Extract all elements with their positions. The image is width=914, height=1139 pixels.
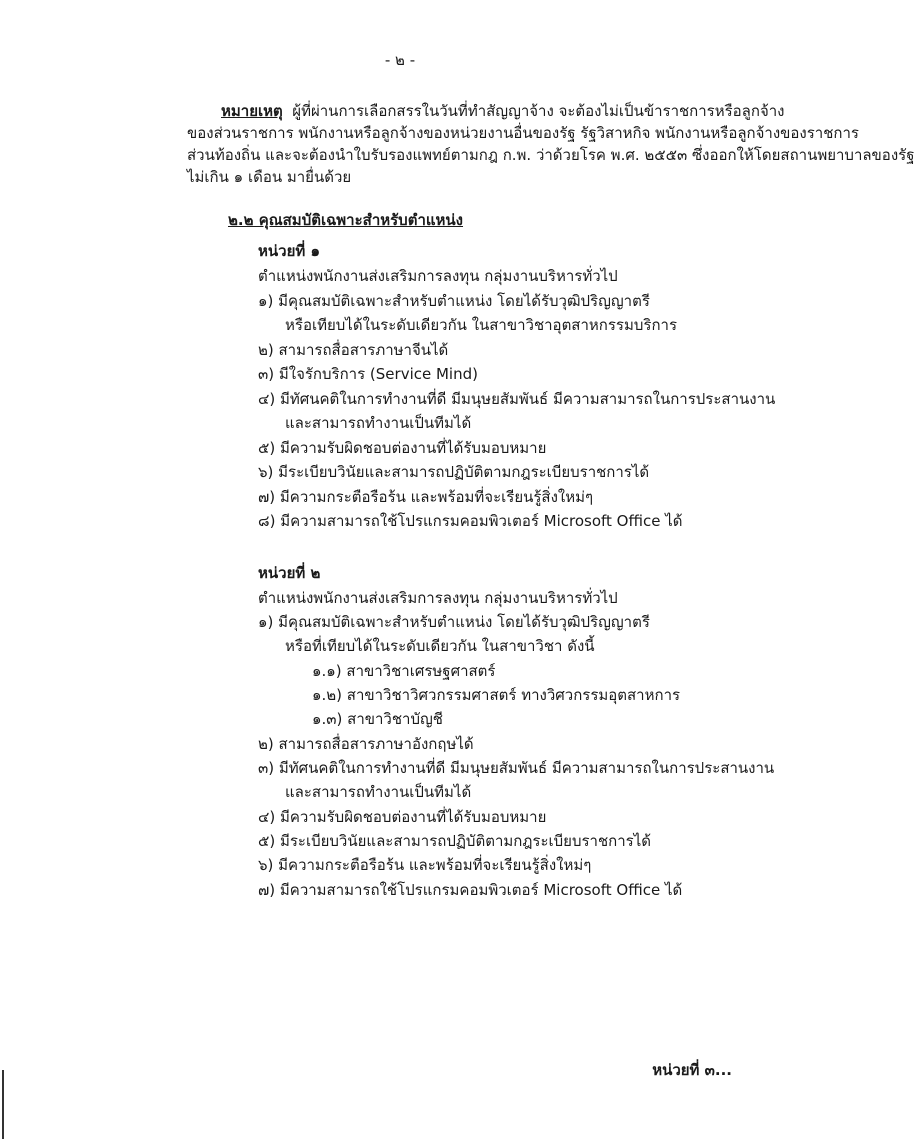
unit2-item-5: ๕) มีระเบียบวินัยและสามารถปฏิบัติตามกฎระเบียบราชการได้ — [258, 832, 651, 850]
unit1-item-7: ๗) มีความกระตือรือร้น และพร้อมที่จะเรียนรู้สิ่งใหม่ๆ — [258, 488, 594, 506]
unit2-title: หน่วยที่ ๒ — [258, 564, 321, 582]
unit2-subitem-1-2: ๑.๒) สาขาวิชาวิศวกรรมศาสตร์ ทางวิศวกรรมอุตสาหการ — [312, 686, 681, 704]
unit2-item-3: ๓) มีทัศนคติในการทำงานที่ดี มีมนุษยสัมพันธ์ มีความสามารถในการประสานงาน — [258, 759, 775, 777]
unit1-title: หน่วยที่ ๑ — [258, 242, 320, 260]
page-number: - ๒ - — [384, 51, 416, 69]
unit2-item-1-cont: หรือที่เทียบได้ในระดับเดียวกัน ในสาขาวิชา ดังนี้ — [285, 637, 595, 655]
unit1-item-3: ๓) มีใจรักบริการ (Service Mind) — [258, 365, 478, 383]
unit2-item-3-cont: และสามารถทำงานเป็นทีมได้ — [285, 783, 472, 801]
unit2-subitem-1-3: ๑.๓) สาขาวิชาบัญชี — [312, 710, 443, 728]
note-label: หมายเหตุ — [221, 102, 283, 120]
unit1-item-1-cont: หรือเทียบได้ในระดับเดียวกัน ในสาขาวิชาอุตสาหกรรมบริการ — [285, 316, 677, 334]
unit1-item-4-cont: และสามารถทำงานเป็นทีมได้ — [285, 414, 472, 432]
unit2-position: ตำแหน่งพนักงานส่งเสริมการลงทุน กลุ่มงานบริหารทั่วไป — [258, 589, 618, 607]
unit2-item-4: ๔) มีความรับผิดชอบต่องานที่ได้รับมอบหมาย — [258, 808, 547, 826]
unit1-item-5: ๕) มีความรับผิดชอบต่องานที่ได้รับมอบหมาย — [258, 439, 547, 457]
unit1-item-2: ๒) สามารถสื่อสารภาษาจีนได้ — [258, 341, 449, 359]
unit2-item-2: ๒) สามารถสื่อสารภาษาอังกฤษได้ — [258, 735, 474, 753]
unit1-item-4: ๔) มีทัศนคติในการทำงานที่ดี มีมนุษยสัมพันธ์ มีความสามารถในการประสานงาน — [258, 390, 776, 408]
note-line-3: ส่วนท้องถิ่น และจะต้องนำใบรับรองแพทย์ตามกฎ ก.พ. ว่าด้วยโรค พ.ศ. ๒๕๕๓ ซึ่งออกให้โดยสถานพยาบาลของรัฐ — [187, 146, 914, 164]
unit2-item-1: ๑) มีคุณสมบัติเฉพาะสำหรับตำแหน่ง โดยได้รับวุฒิปริญญาตรี — [258, 613, 650, 631]
scan-edge-mark — [2, 1070, 4, 1139]
section-heading: ๒.๒ คุณสมบัติเฉพาะสำหรับตำแหน่ง — [228, 211, 464, 229]
note-paragraph — [187, 100, 914, 188]
unit1-position: ตำแหน่งพนักงานส่งเสริมการลงทุน กลุ่มงานบริหารทั่วไป — [258, 267, 618, 285]
note-line-4: ไม่เกิน ๑ เดือน มายื่นด้วย — [187, 168, 352, 186]
note-line-1: หมายเหตุ ผู้ที่ผ่านการเลือกสรรในวันที่ทำสัญญาจ้าง จะต้องไม่เป็นข้าราชการหรือลูกจ้าง — [221, 102, 785, 120]
unit1-item-1: ๑) มีคุณสมบัติเฉพาะสำหรับตำแหน่ง โดยได้รับวุฒิปริญญาตรี — [258, 292, 650, 310]
unit2-item-7: ๗) มีความสามารถใช้โปรแกรมคอมพิวเตอร์ Microsoft Office ได้ — [258, 881, 683, 899]
footer-continuation-ref: หน่วยที่ ๓... — [652, 1061, 732, 1079]
note-line-2: ของส่วนราชการ พนักงานหรือลูกจ้างของหน่วยงานอื่นของรัฐ รัฐวิสาหกิจ พนักงานหรือลูกจ้างของราชการ — [187, 124, 859, 142]
unit1-item-6: ๖) มีระเบียบวินัยและสามารถปฏิบัติตามกฎระเบียบราชการได้ — [258, 463, 650, 481]
unit2-subitem-1-1: ๑.๑) สาขาวิชาเศรษฐศาสตร์ — [312, 662, 496, 680]
unit1-item-8: ๘) มีความสามารถใช้โปรแกรมคอมพิวเตอร์ Microsoft Office ได้ — [258, 512, 683, 530]
unit2-item-6: ๖) มีความกระตือรือร้น และพร้อมที่จะเรียนรู้สิ่งใหม่ๆ — [258, 856, 592, 874]
